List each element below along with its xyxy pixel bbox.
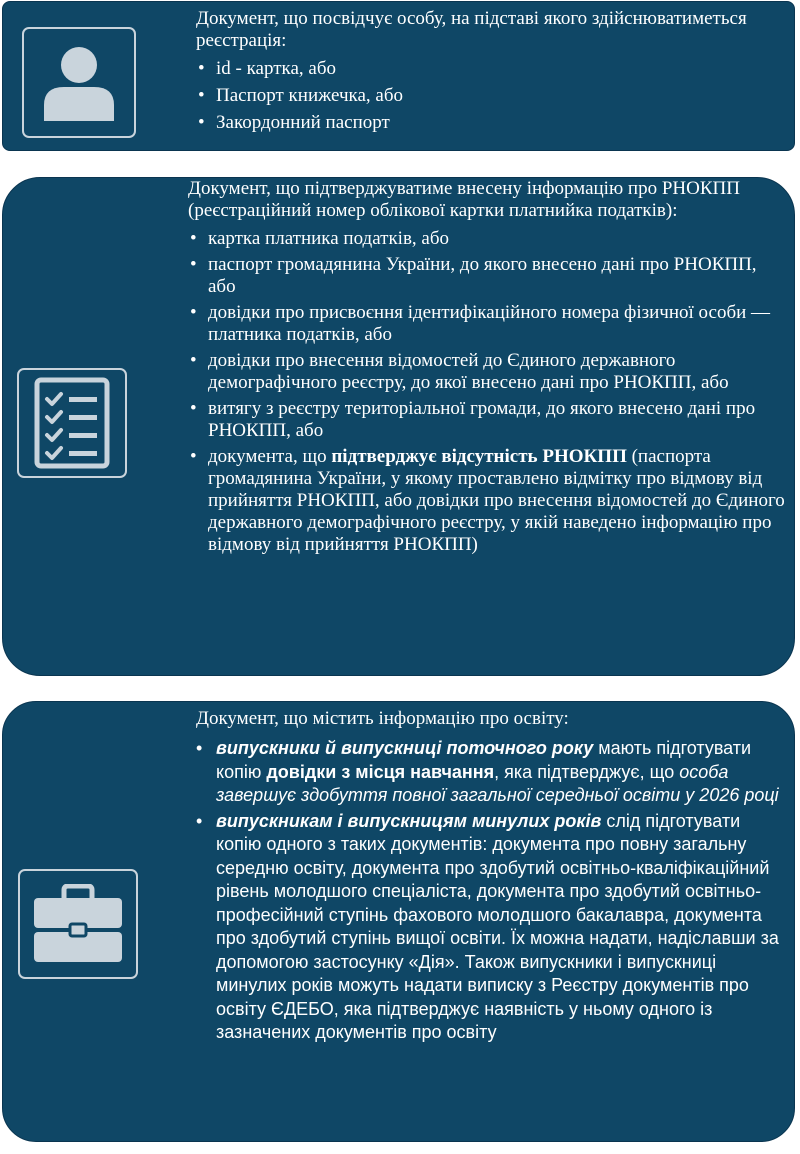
list-item: • Закордонний паспорт — [196, 112, 786, 134]
list-item: • id - картка, або — [196, 58, 786, 80]
identity-list — [196, 58, 786, 134]
list-item-text: , яка підтверджує, що — [494, 761, 680, 782]
rnokpp-intro: Документ, що підтверджуватиме внесену інформацію про РНОКПП (реєстраційний номер облікової картки платнийка податків): — [188, 178, 740, 221]
briefcase-icon-frame — [18, 869, 138, 979]
list-item: • паспорт громадянина України, до якого внесено дані про РНОКПП, або — [188, 254, 788, 298]
list-item-current-graduates — [196, 737, 788, 808]
education-document-card — [2, 701, 795, 1142]
list-item-bold-italic: випускники й випускниці поточного року — [216, 738, 594, 758]
list-item-text: мають підготувати копію — [216, 738, 752, 782]
list-item: • довідки про присвоєння ідентифікаційного номера фізичної особи — платника податків, або — [188, 302, 788, 346]
list-item: • картка платника податків, або — [188, 228, 788, 250]
identity-document-text — [196, 8, 786, 139]
list-item-italic: особа завершує здобуття повної загальної середньої освіти у 2026 році — [216, 761, 779, 805]
education-intro: Документ, що містить інформацію про освіту: — [196, 708, 569, 729]
list-item-bold: підтверджує відсутність РНОКПП — [331, 446, 627, 467]
rnokpp-document-text — [188, 178, 788, 560]
list-item-bold-italic: випускникам і випускницям минулих років — [216, 810, 602, 831]
list-item-text: слід підготувати копію одного з таких документів: документа про повну загальну середню освіту, документа про здобутий освітньо-кваліфікаційний рівень молодшого спеціаліста, документа про здобутий освітньо-професійний ступінь фахового молодшого бакалавра, документа про здобутий ступінь вищої освіти. Їх можна надати, надіславши за допомогою застосунку «Дія». Також випускники і випускниці минулих років можуть надати виписку з Реєстру документів про освіту ЄДЕБО, яка підтверджує наявність у ньому одного із зазначених документів про освіту — [216, 810, 779, 1042]
briefcase-icon — [30, 884, 126, 964]
list-item: • Паспорт книжечка, або — [196, 85, 786, 107]
identity-intro: Документ, що посвідчує особу, на підставі якого здійснюватиметься реєстрація: — [196, 8, 747, 51]
list-item-text: документа, що — [208, 446, 332, 467]
list-item-text: (паспорта громадянина України, у якому проставлено відмітку про відмову від прийняття РНОКПП, або довідки про внесення відомостей до Єдиного державного демографічного реєстру, у якій наведено інформацію про відмову від прийняття РНОКПП) — [208, 446, 785, 555]
identity-document-card — [2, 1, 795, 151]
list-item-past-graduates — [196, 810, 788, 1045]
education-list — [196, 737, 788, 1045]
list-item: • витягу з реєстру територіальної громади, до якого внесено дані про РНОКПП, або — [188, 398, 788, 442]
person-icon — [34, 43, 124, 123]
rnokpp-list — [188, 228, 788, 556]
list-item — [188, 446, 788, 556]
education-document-text — [196, 707, 788, 1047]
checklist-icon-frame — [17, 368, 127, 478]
person-icon-frame — [22, 27, 136, 138]
checklist-icon — [33, 377, 111, 469]
rnokpp-document-card — [2, 177, 795, 676]
list-item-bold: довідки з місця навчання — [266, 761, 495, 782]
list-item: • довідки про внесення відомостей до Єдиного державного демографічного реєстру, до якої внесено дані про РНОКПП, або — [188, 350, 788, 394]
